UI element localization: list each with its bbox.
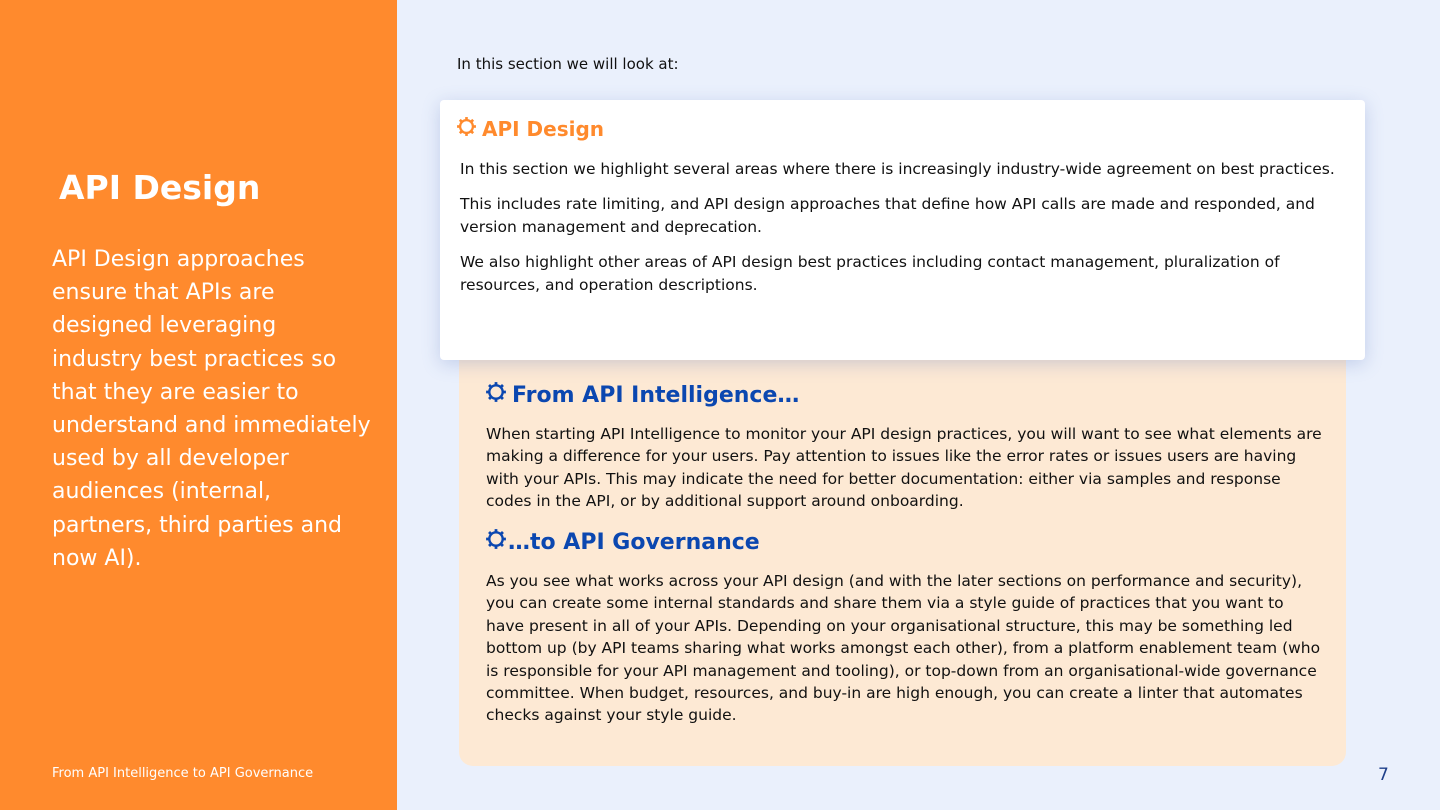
api-design-paragraph: In this section we highlight several areas where there is increasingly industry-wide agreement on best practices. [460, 160, 1335, 178]
api-design-heading [456, 116, 604, 142]
api-design-paragraph: We also highlight other areas of API design best practices including contact management, pluralization of resources, and operation descriptions. [460, 253, 1280, 294]
governance-text: As you see what works across your API design (and with the later sections on performance and security), you can create some internal standards and share them via a style guide of practices that you want to have present in all of your APIs. Depending on your organisational structure, this may be something led bottom up (by API teams sharing what works amongst each other), from a platform enablement team (who is responsible for your API management and tooling), or top-down from an organisational-wide governance committee. When budget, resources, and buy-in are high enough, you can create a linter that automates checks against your style guide. [486, 572, 1321, 725]
intelligence-heading [485, 381, 799, 409]
intelligence-text: When starting API Intelligence to monitor your API design practices, you will want to see what elements are making a difference for your users. Pay attention to issues like the error rates or issues users are having with your APIs. This may indicate the need for better documentation: either via samples and response codes in the API, or by additional support around onboarding. [486, 425, 1322, 511]
governance-heading-text: …to API Governance [508, 529, 760, 555]
api-design-text [460, 158, 1348, 309]
gear-icon [485, 381, 507, 409]
api-design-paragraph: This includes rate limiting, and API design approaches that define how API calls are made and responded, and version management and deprecation. [460, 195, 1315, 236]
page-number: 7 [1378, 765, 1389, 785]
footer-text: From API Intelligence to API Governance [52, 766, 314, 781]
gear-icon [485, 528, 507, 556]
governance-heading [485, 528, 760, 556]
sidebar-panel [0, 0, 397, 810]
sidebar-title: API Design [59, 168, 261, 207]
api-design-heading-text: API Design [482, 117, 605, 141]
gear-icon [456, 116, 477, 142]
sidebar-description: API Design approaches ensure that APIs are designed leveraging industry best practices so that they are easier to understand and immediately used by all developer audiences (internal, partners, third parties and now AI). [52, 247, 371, 571]
intelligence-heading-text: From API Intelligence… [512, 382, 800, 408]
api-design-card [440, 100, 1365, 360]
governance-card [459, 340, 1346, 766]
section-intro: In this section we will look at: [457, 55, 679, 73]
